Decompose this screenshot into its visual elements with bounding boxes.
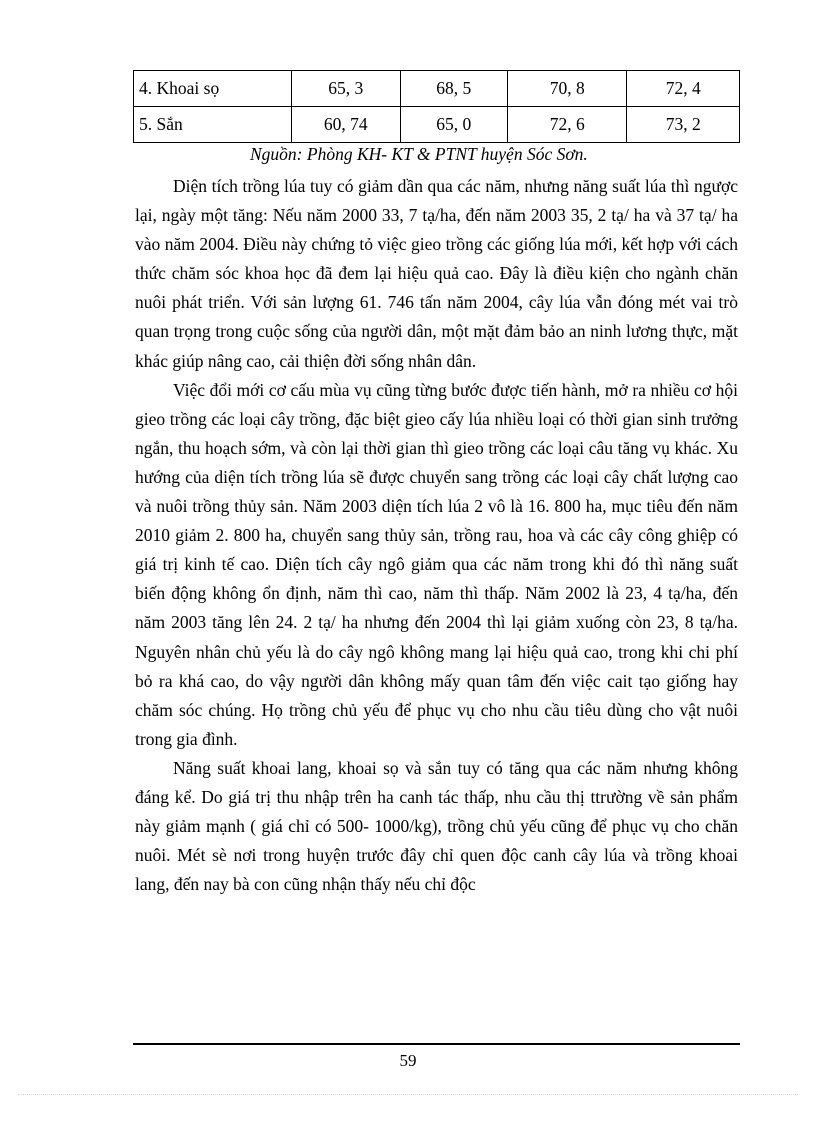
table-cell: 70, 8 — [507, 71, 627, 107]
crop-yield-table — [133, 70, 740, 143]
table-row-label: 4. Khoai sọ — [134, 71, 292, 107]
footer-divider — [133, 1043, 740, 1045]
body-text — [135, 172, 738, 899]
page-number: 59 — [399, 1051, 417, 1070]
table-cell: 68, 5 — [400, 71, 507, 107]
paragraph: Năng suất khoai lang, khoai sọ và sắn tuy có tăng qua các năm nhưng không đáng kể. Do giá trị thu nhập trên ha canh tác thấp, nhu cầu thị ttrường về sản phẩm này giảm mạnh ( giá chỉ có 500- 1000/kg), trồng chủ yếu cũng để phục vụ cho chăn nuôi. Mét sè nơi trong huyện trước đây chỉ quen độc canh cây lúa và trồng khoai lang, đến nay bà con cũng nhận thấy nếu chỉ độc — [135, 757, 738, 895]
paragraph: Việc đổi mới cơ cấu mùa vụ cũng từng bước được tiến hành, mở ra nhiều cơ hội gieo trồng các loại cây trồng, đặc biệt gieo cấy lúa nhiều loại có thời gian sinh trưởng ngắn, thu hoạch sớm, và còn lại thời gian thì gieo trồng các loại câu tăng vụ khác. Xu hướng của diện tích trồng lúa sẽ được chuyển sang trồng các loại cây chất lượng cao và nuôi trồng thủy sản. Năm 2003 diện tích lúa 2 vô là 16. 800 ha, mục tiêu đến năm 2010 giảm 2. 800 ha, chuyển sang thủy sản, trồng rau, hoa và các cây công ghiệp có giá trị kinh tế cao. Diện tích cây ngô giảm qua các năm trong khi đó thì năng suất biến động không ổn định, năm thì cao, năm thì thấp. Năm 2002 là 23, 4 tạ/ha, đến năm 2003 tăng lên 24. 2 tạ/ ha nhưng đến 2004 thì lại giảm xuống còn 23, 8 tạ/ha. Nguyên nhân chủ yếu là do cây ngô không mang lại hiệu quả cao, trong khi chi phí bỏ ra khá cao, do vậy người dân không mấy quan tâm đến việc cait tạo giống hay chăm sóc chúng. Họ trồng chủ yếu để phục vụ cho nhu cầu tiêu dùng cho vật nuôi trong gia đình. — [135, 379, 738, 749]
table-row — [134, 71, 740, 107]
table-cell: 73, 2 — [627, 107, 740, 143]
page-bottom-edge — [18, 1094, 798, 1095]
table-cell: 65, 0 — [400, 107, 507, 143]
table-source-note: Nguồn: Phòng KH- KT & PTNT huyện Sóc Sơn. — [250, 144, 588, 164]
table-cell: 65, 3 — [292, 71, 400, 107]
table-cell: 72, 6 — [507, 107, 627, 143]
table-cell: 72, 4 — [627, 71, 740, 107]
table-cell: 60, 74 — [292, 107, 400, 143]
table-row — [134, 107, 740, 143]
paragraph: Diện tích trồng lúa tuy có giảm dần qua các năm, nhưng năng suất lúa thì ngược lại, ngày một tăng: Nếu năm 2000 33, 7 tạ/ha, đến năm 2003 35, 2 tạ/ ha và 37 tạ/ ha vào năm 2004. Điều này chứng tỏ việc gieo trồng các giống lúa mới, kết hợp với cách thức chăm sóc khoa học đã đem lại hiệu quả cao. Đây là điều kiện cho ngành chăn nuôi phát triển. Với sản lượng 61. 746 tấn năm 2004, cây lúa vẫn đóng mét vai trò quan trọng trong cuộc sống của người dân, một mặt đảm bảo an ninh lương thực, mặt khác giúp nâng cao, cải thiện đời sống nhân dân. — [135, 176, 738, 371]
table-row-label: 5. Sắn — [134, 107, 292, 143]
